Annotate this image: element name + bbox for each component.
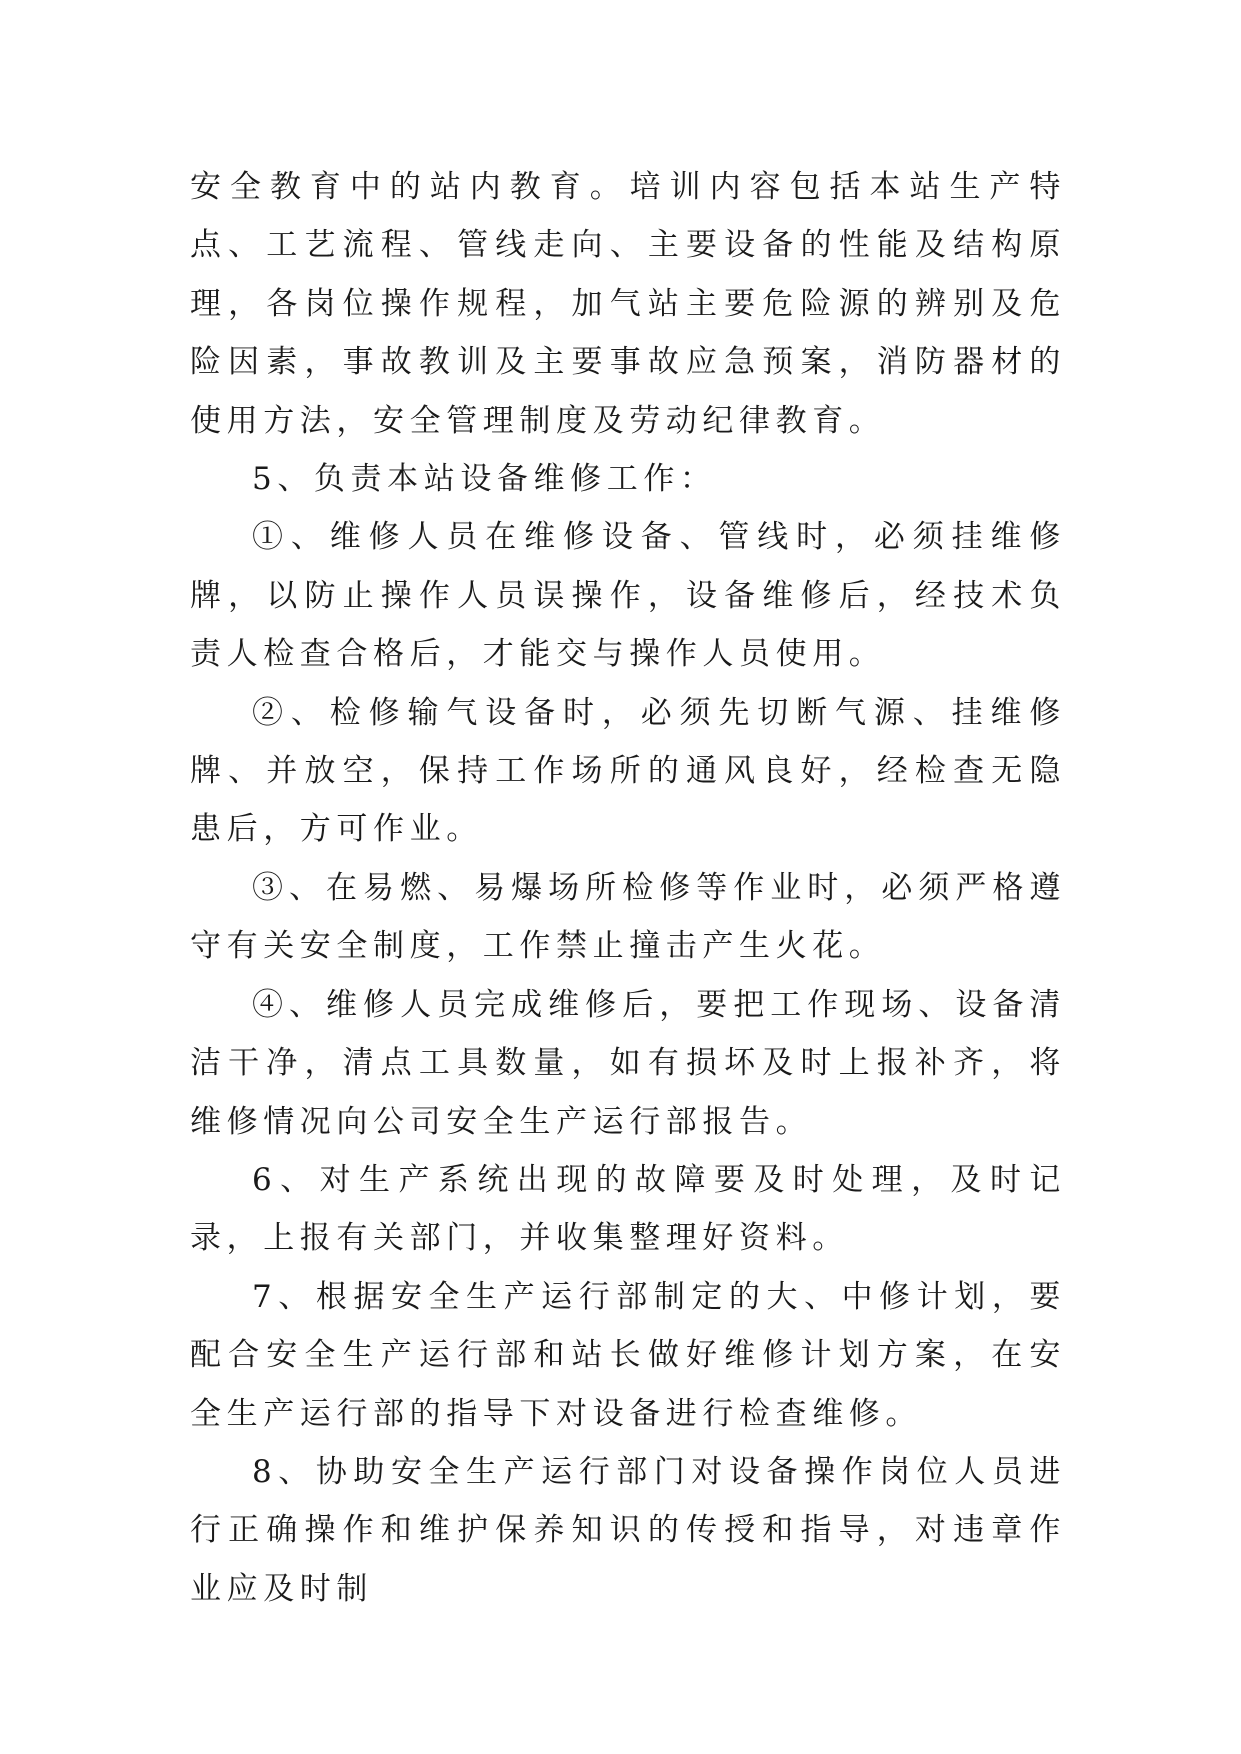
paragraph-item-5-3: ③、在易燃、易爆场所检修等作业时，必须严格遵守有关安全制度，工作禁止撞击产生火花。	[190, 869, 1066, 965]
paragraph-item-5-2: ②、检修输气设备时，必须先切断气源、挂维修牌、并放空，保持工作场所的通风良好，经检查无隐患后，方可作业。	[190, 694, 1066, 848]
paragraph-item-7: 7、根据安全生产运行部制定的大、中修计划，要配合安全生产运行部和站长做好维修计划方案，在安全生产运行部的指导下对设备进行检查维修。	[190, 1278, 1066, 1432]
paragraph-item-8: 8、协助安全生产运行部门对设备操作岗位人员进行正确操作和维护保养知识的传授和指导，对违章作业应及时制	[190, 1453, 1066, 1607]
paragraph-item-5-4: ④、维修人员完成维修后，要把工作现场、设备清洁干净，清点工具数量，如有损坏及时上报补齐，将维修情况向公司安全生产运行部报告。	[190, 986, 1066, 1140]
paragraph-item-6: 6、对生产系统出现的故障要及时处理，及时记录，上报有关部门，并收集整理好资料。	[190, 1161, 1066, 1257]
paragraph-training-content: 安全教育中的站内教育。培训内容包括本站生产特点、工艺流程、管线走向、主要设备的性能及结构原理，各岗位操作规程，加气站主要危险源的辨别及危险因素，事故教训及主要事故应急预案，消防器材的使用方法，安全管理制度及劳动纪律教育。	[190, 169, 1066, 439]
paragraph-item-5-1: ①、维修人员在维修设备、管线时，必须挂维修牌，以防止操作人员误操作，设备维修后，经技术负责人检查合格后，才能交与操作人员使用。	[190, 519, 1066, 673]
document-body	[190, 158, 1066, 1618]
paragraph-item-5: 5、负责本站设备维修工作：	[252, 461, 717, 498]
